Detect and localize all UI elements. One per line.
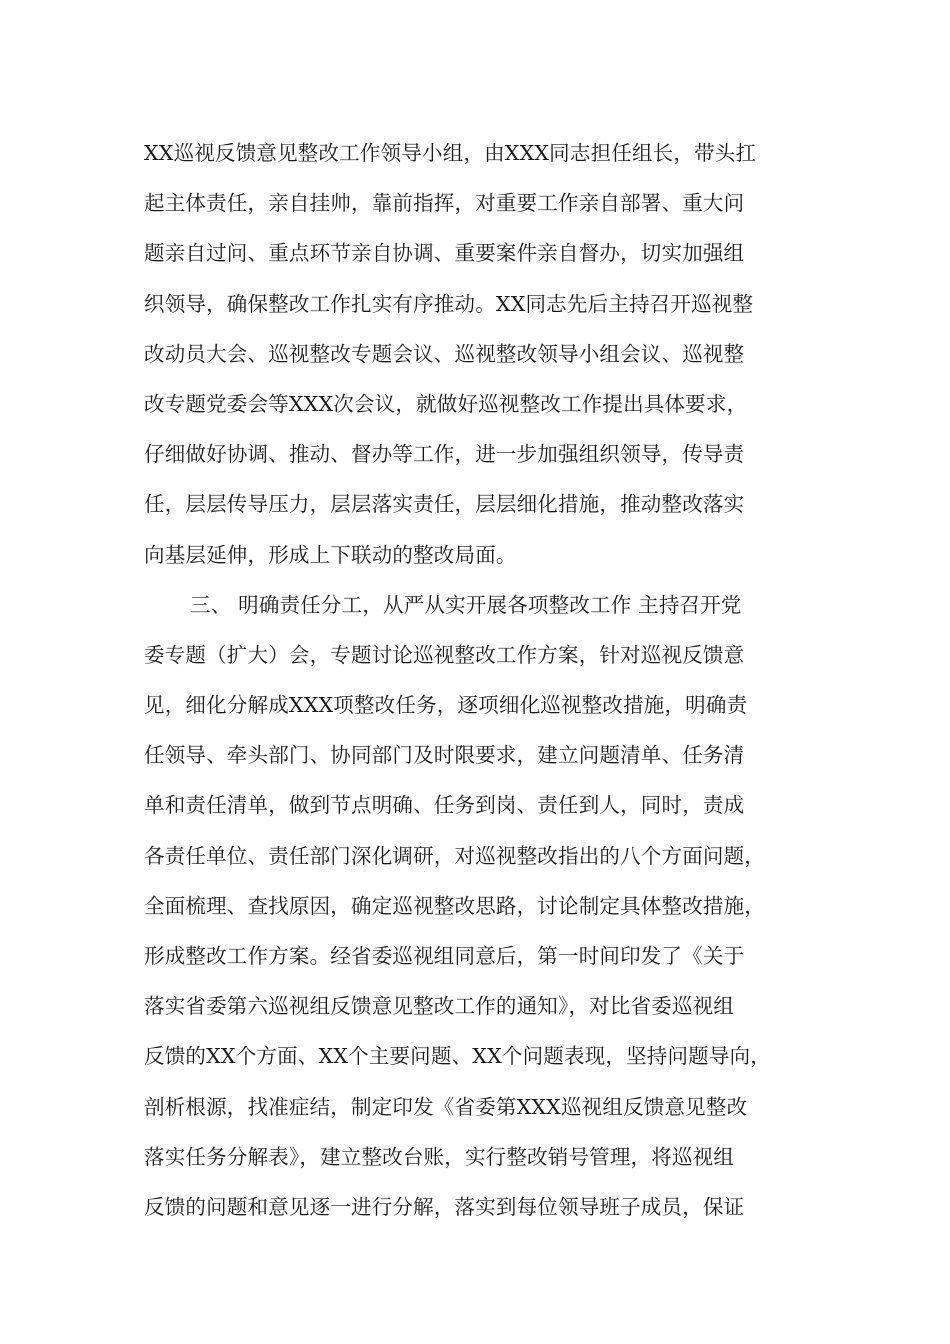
text-line: 题亲自过问、重点环节亲自协调、重要案件亲自督办，切实加强组 [144, 241, 745, 266]
text-line: 见，细化分解成XXX项整改任务，逐项细化巡视整改措施，明确责 [144, 693, 748, 718]
text-line: 起主体责任，亲自挂帅，靠前指挥，对重要工作亲自部署、重大问 [144, 191, 745, 216]
text-line: XX巡视反馈意见整改工作领导小组，由XXX同志担任组长，带头扛 [144, 141, 757, 165]
text-line: 改动员大会、巡视整改专题会议、巡视整改领导小组会议、巡视整 [144, 341, 745, 366]
text-line: 任领导、牵头部门、协同部门及时限要求，建立问题清单、任务清 [144, 743, 745, 768]
text-line: 向基层延伸，形成上下联动的整改局面。 [144, 542, 517, 567]
document-body [144, 128, 824, 1232]
text-line: 改专题党委会等XXX次会议，就做好巡视整改工作提出具体要求， [144, 391, 748, 416]
text-line: 全面梳理、查找原因，确定巡视整改思路，讨论制定具体整改措施， [144, 893, 765, 918]
text-line: 任，层层传导压力，层层落实责任，层层细化措施，推动整改落实 [144, 492, 745, 517]
text-line: 单和责任清单，做到节点明确、任务到岗、责任到人，同时，责成 [144, 793, 745, 818]
text-line: 落实省委第六巡视组反馈意见整改工作的通知》，对比省委巡视组 [144, 994, 735, 1019]
text-line: 反馈的XX个方面、XX个主要问题、XX个问题表现，坚持问题导向， [144, 1044, 771, 1069]
text-line: 委专题（扩大）会，专题讨论巡视整改工作方案，针对巡视反馈意 [144, 642, 745, 667]
text-line: 织领导，确保整改工作扎实有序推动。XX同志先后主持召开巡视整 [144, 291, 754, 316]
text-line: 仔细做好协调、推动、督办等工作，进一步加强组织领导，传导责 [144, 442, 745, 467]
section-heading-line: 三、 明确责任分工，从严从实开展各项整改工作 主持召开党 [190, 592, 742, 617]
text-line: 剖析根源，找准症结，制定印发《省委第XXX巡视组反馈意见整改 [144, 1094, 748, 1119]
text-line: 反馈的问题和意见逐一进行分解，落实到每位领导班子成员，保证 [144, 1194, 745, 1219]
text-line: 落实任务分解表》，建立整改台账，实行整改销号管理，将巡视组 [144, 1144, 735, 1169]
text-line: 形成整改工作方案。经省委巡视组同意后，第一时间印发了《关于 [144, 944, 745, 968]
text-line: 各责任单位、责任部门深化调研，对巡视整改指出的八个方面问题， [144, 843, 765, 868]
